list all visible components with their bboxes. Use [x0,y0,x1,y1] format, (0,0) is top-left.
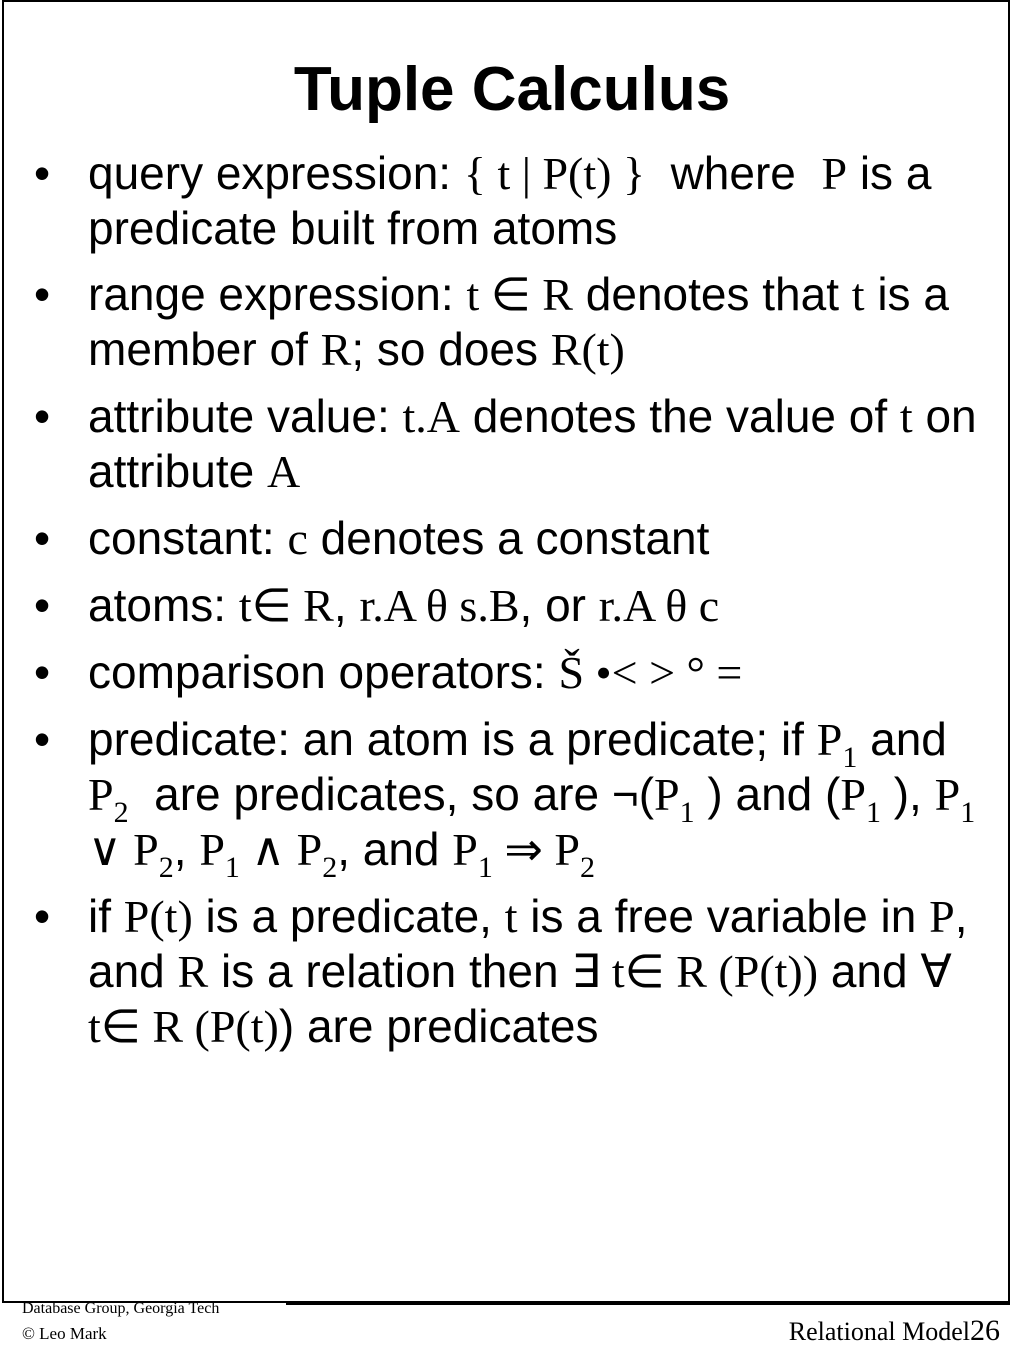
footer-author: © Leo Mark [22,1324,107,1343]
page-number: 26 [970,1314,1000,1347]
bullet-range-expression: • range expression: t ∈ R denotes that t is a member of R; so does R(t) [34,268,949,375]
bullet-dot: • [34,390,51,442]
bullet-dot: • [34,713,51,765]
bullet-dot: • [34,512,51,564]
bullet-comparison-operators: • comparison operators: Š •< > ° = [34,646,743,698]
footer-credits [22,1298,219,1345]
bullet-dot: • [34,646,51,698]
bullet-attribute-value: • attribute value: t.A denotes the value of t on attribute A [34,390,977,497]
bullet-dot: • [34,147,51,199]
bullet-dot: • [34,890,51,942]
bullet-query-expression: • query expression: { t | P(t) } where P is a predicate built from atoms [34,147,932,254]
bullet-dot: • [34,268,51,320]
bullet-predicate: • predicate: an atom is a predicate; if $P_1$ and $P_2$ are predicates, so are $\neg(P_1$ ) and ($P_1$ ), $P_1$ ∨ $P_2$, $P_1$ ∧ $P_2$, and $P_1$ ⇒ $P_2$ [34,713,976,884]
slide-title: Tuple Calculus [293,55,731,124]
footer-org: Database Group, Georgia Tech [22,1300,220,1317]
bullet-list [0,146,1000,1066]
bullet-constant: • constant: c denotes a constant [34,512,710,564]
bullet-atoms: • atoms: t∈ R, r.A θ s.B, or r.A θ c [34,579,720,631]
bullet-dot: • [34,579,51,631]
bullet-quantifiers: • if P(t) is a predicate, t is a free variable in P, and R is a relation then ∃ t∈ R (P(t)) and ∀ t∈ R (P(t)) are predicates [34,890,968,1052]
footer-course-name: Relational Model [788,1317,970,1346]
footer-course [789,1314,1000,1349]
footer-divider [286,1303,1010,1305]
